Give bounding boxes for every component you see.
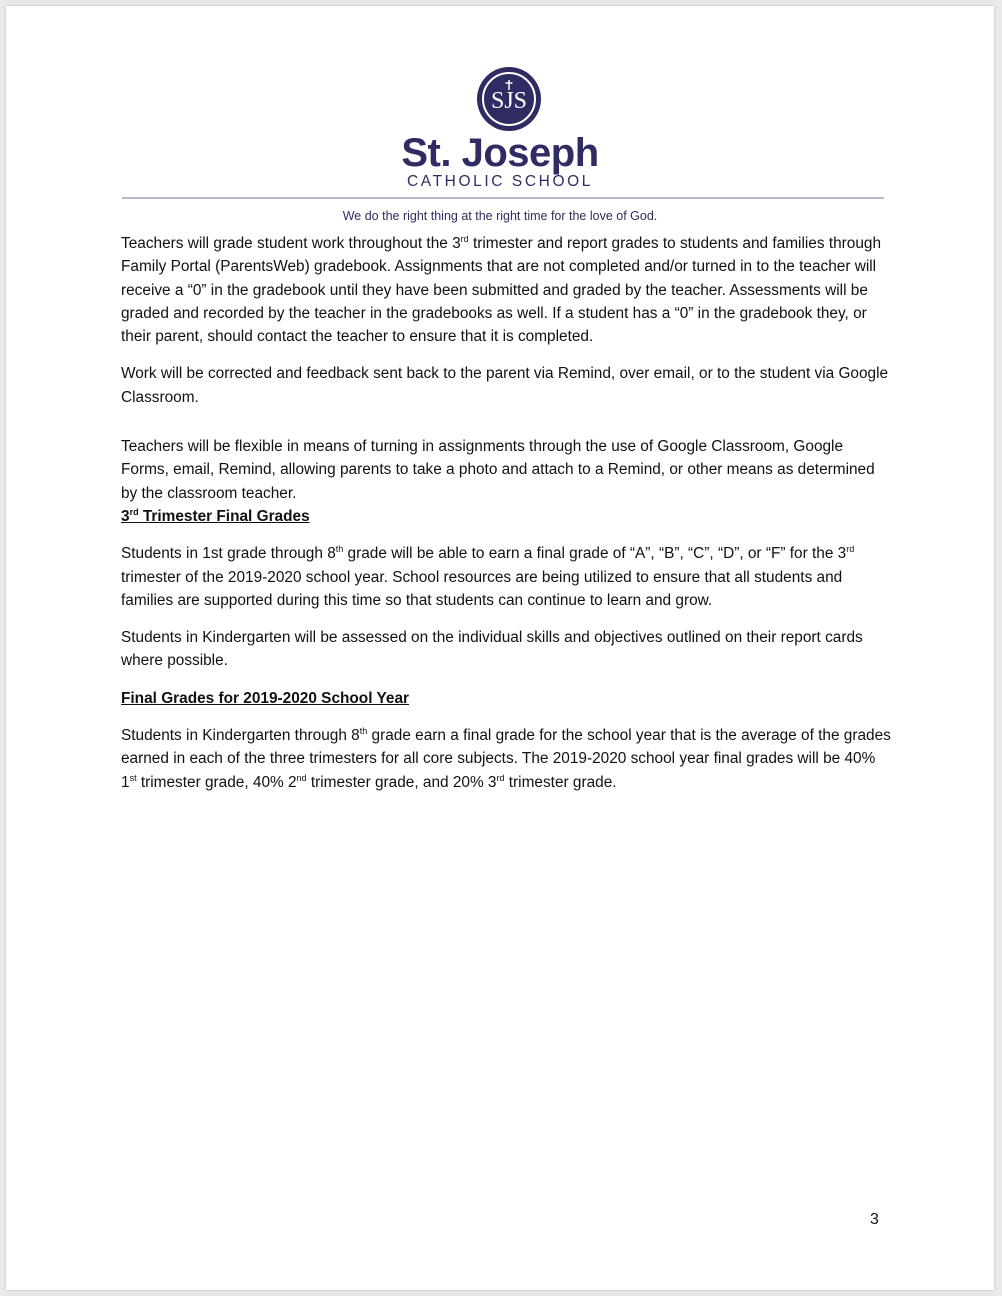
paragraph-grading: Teachers will grade student work throughout the 3rd trimester and report grades to students and families through Family Portal (ParentsWeb) gradebook. Assignments that are not completed and/or turned in to the teacher will receive a “0” in the gradebook until they have been submitted and graded by the teacher. Assessments will be graded and recorded by the teacher in the gradebooks as well. If a student has a “0” in the gradebook they, or their parent, should contact the teacher to ensure that it is completed. (121, 234, 882, 346)
paragraph-letter-grades: Students in 1st grade through 8th grade will be able to earn a final grade of “A”, “B”, “C”, “D”, or “F” for the 3rd trimester of the 2019-2020 school year. School resources are being utilized to ensure that all students and families are supported during this time so that students can continue to learn and grow. (121, 544, 855, 609)
school-seal-logo (476, 66, 542, 132)
header-divider (122, 197, 884, 199)
school-motto: We do the right thing at the right time for the love of God. (342, 209, 658, 223)
page-number: 3 (870, 1211, 879, 1228)
paragraph-flexibility: Teachers will be flexible in means of turning in assignments through the use of Google Classroom, Google Forms, email, Remind, allowing parents to take a photo and attach to a Remind, or other means as determined by the classroom teacher. (121, 438, 875, 502)
paragraph-feedback: Work will be corrected and feedback sent back to the parent via Remind, over email, or to the student via Google Classroom. (121, 365, 889, 406)
heading-trimester-final-grades: 3rd Trimester Final Grades (121, 506, 310, 525)
heading-final-grades-year: Final Grades for 2019-2020 School Year (121, 689, 410, 707)
svg-text:SJS: SJS (490, 88, 528, 114)
document-page (6, 6, 994, 1290)
letterhead (6, 6, 994, 226)
document-body (121, 232, 891, 794)
paragraph-kindergarten: Students in Kindergarten will be assessed on the individual skills and objectives outlined on their report cards where possible. (121, 629, 863, 670)
school-name: St. Joseph (401, 131, 599, 175)
school-subtitle: CATHOLIC SCHOOL (407, 173, 593, 190)
paragraph-final-grade-weights: Students in Kindergarten through 8th grade earn a final grade for the school year that is the average of the grades earned in each of the three trimesters for all core subjects. The 2019-2020 school year final grades will be 40% 1st trimester grade, 40% 2nd trimester grade, and 20% 3rd trimester grade. (121, 726, 891, 791)
